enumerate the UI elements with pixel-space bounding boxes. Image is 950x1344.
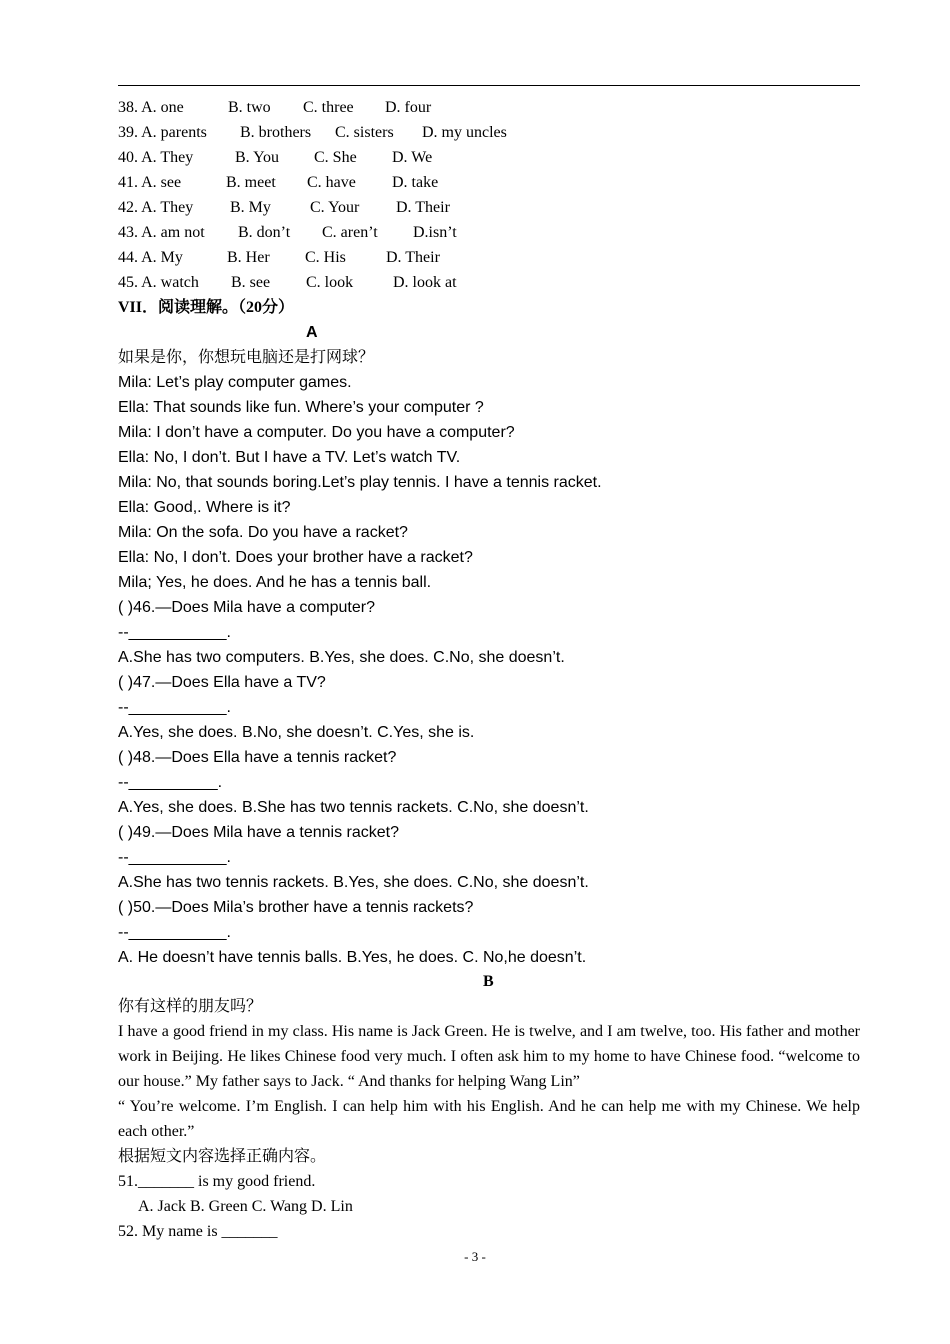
question-46: ( )46.—Does Mila have a computer?: [118, 599, 375, 616]
choices-46: A.She has two computers. B.Yes, she does. C.No, she doesn’t.: [118, 649, 565, 666]
question-51: 51._______ is my good friend.: [118, 1173, 316, 1190]
section-title: VII．阅读理解。（20分）: [118, 299, 295, 316]
passage-b-intro: 你有这样的朋友吗？: [118, 998, 263, 1015]
passage-b-instruction: 根据短文内容选择正确内容。: [118, 1148, 327, 1165]
passage-b-paragraph-2: “ You’re welcome. I’m English. I can help him with his English. And he can help me with my Chinese. We help each other.”: [118, 1098, 860, 1140]
dialogue-line: Mila: No, that sounds boring.Let’s play tennis. I have a tennis racket.: [118, 474, 602, 491]
passage-a-intro: 如果是你，你想玩电脑还是打网球？: [118, 349, 375, 366]
choices-49: A.She has two tennis rackets. B.Yes, she does. C.No, she doesn’t.: [118, 874, 589, 891]
passage-a-label: A: [306, 324, 318, 341]
question-49: ( )49.—Does Mila have a tennis racket?: [118, 824, 400, 841]
choices-51: A. Jack B. Green C. Wang D. Lin: [138, 1198, 353, 1215]
choices-50: A. He doesn’t have tennis balls. B.Yes, he does. C. No,he doesn’t.: [118, 949, 587, 966]
answer-blank-48: --__________.: [118, 774, 223, 791]
dialogue-line: Mila: On the sofa. Do you have a racket?: [118, 524, 408, 541]
passage-b-paragraph-1: I have a good friend in my class. His name is Jack Green. He is twelve, and I am twelve, too. His father and mother work in Beijing. He likes Chinese food very much. I often ask him to my home to have Chinese food. “welcome to our house.” My father says to Jack. “ And thanks for helping Wang Lin”: [118, 1023, 860, 1090]
choices-48: A.Yes, she does. B.She has two tennis rackets. C.No, she doesn’t.: [118, 799, 589, 816]
choices-47: A.Yes, she does. B.No, she doesn’t. C.Yes, she is.: [118, 724, 475, 741]
page-number: - 3 -: [464, 1249, 486, 1264]
question-47: ( )47.—Does Ella have a TV?: [118, 674, 326, 691]
question-48: ( )48.—Does Ella have a tennis racket?: [118, 749, 397, 766]
dialogue-line: Ella: That sounds like fun. Where’s your computer ?: [118, 399, 484, 416]
answer-blank-47: --___________.: [118, 699, 231, 716]
dialogue-line: Mila: Let’s play computer games.: [118, 374, 352, 391]
passage-b-label: B: [483, 973, 494, 990]
header-rule: [118, 85, 860, 86]
question-52: 52. My name is _______: [118, 1223, 278, 1240]
dialogue-line: Ella: No, I don’t. But I have a TV. Let’s watch TV.: [118, 449, 461, 466]
dialogue-line: Mila: I don’t have a computer. Do you have a computer?: [118, 424, 515, 441]
answer-blank-50: --___________.: [118, 924, 231, 941]
exam-page: 38. A. one B. two C. three D. four 39. A. parents B. brothers C. sisters D. my uncles 40. A. They B. You C. She D. We 41. A. see B. meet C. have D. take 42. A. They B. My C. Your D. Their 43. A. am not B. don’t C. aren’t D.isn’t 44. A. My B. Her C. His D. Their 45. A. watch B. see C. look D. look at VII．阅读理解。（20分） A 如果是你，你想玩电脑还是打网球？ Mila: Let’s play computer games. Ella: That sounds like fun. Where’s your computer ? Mila: I don’t have a computer. Do you have a computer? Ella: No, I don’t. But I have a TV. Let’s watch TV. Mila: No, that sounds boring.Let’s play tennis. I have a tennis racket. Ella: Good,. Where is it? Mila: On the sofa. Do you have a racket? Ella: No, I don’t. Does your brother have a racket? Mila; Yes, he does. And he has a tennis ball. ( )46.—Does Mila have a computer? --___________. A.She has two computers. B.Yes, she does. C.No, she doesn’t. ( )47.—Does Ella have a TV? --___________. A.Yes, she does. B.No, she doesn’t. C.Yes, she is. ( )48.—Does Ella have a tennis racket? --__________. A.Yes, she does. B.She has two tennis rackets. C.No, she doesn’t. ( )49.—Does Mila have a tennis racket? --___________. A.She has two tennis rackets. B.Yes, she does. C.No, she doesn’t. ( )50.—Does Mila’s brother have a tennis rackets? --___________. A. He doesn’t have tennis balls. B.Yes, he does. C. No,he doesn’t. B 你有这样的朋友吗？ I have a good friend in my class. His name is Jack Green. He is twelve, and I am twelve, too. His father and mother work in Beijing. He likes Chinese food very much. I often ask him to my home to have Chinese food. “welcome to our house.” My father says to Jack. “ And thanks for helping Wang Lin” “ You’re welcome. I’m English. I can help him with his English. And he can help me with my Chinese. We help each other.” 根据短文内容选择正确内容。 51._______ is my good friend. A. Jack B. Green C. Wang D. Lin 52. My name is _______ - 3 -: [0, 0, 950, 1344]
dialogue-line: Mila; Yes, he does. And he has a tennis ball.: [118, 574, 432, 591]
dialogue-line: Ella: No, I don’t. Does your brother have a racket?: [118, 549, 473, 566]
question-50: ( )50.—Does Mila’s brother have a tennis rackets?: [118, 899, 474, 916]
dialogue-line: Ella: Good,. Where is it?: [118, 499, 291, 516]
answer-blank-46: --___________.: [118, 624, 231, 641]
answer-blank-49: --___________.: [118, 849, 231, 866]
